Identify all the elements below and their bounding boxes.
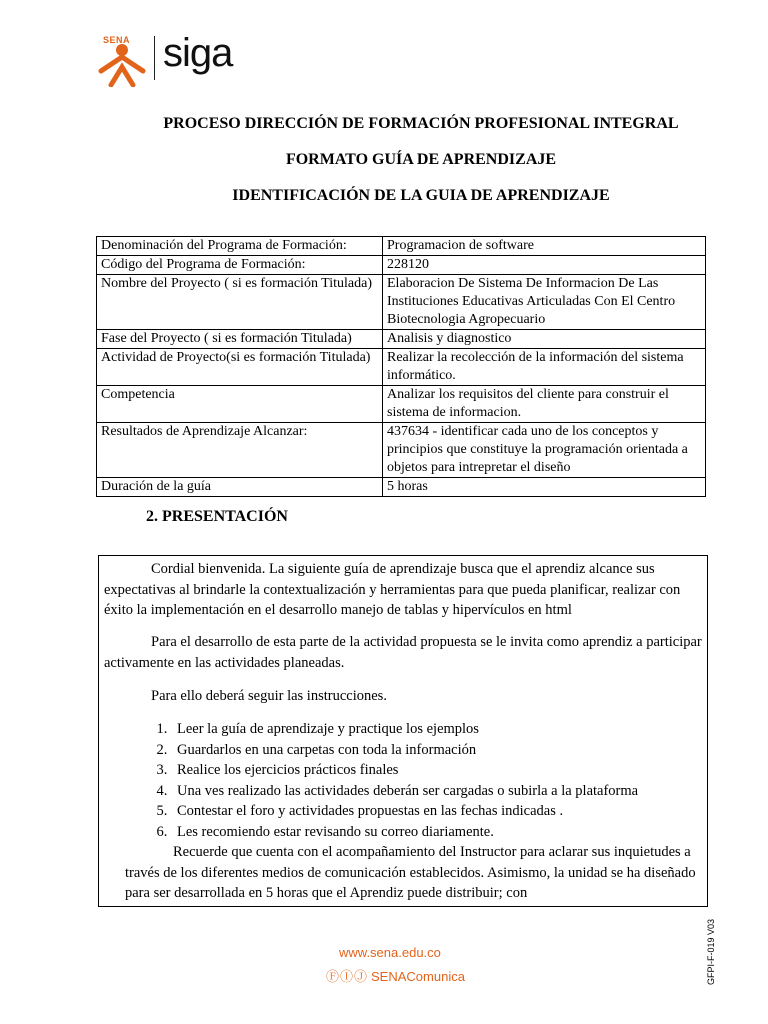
table-row <box>97 478 706 497</box>
identification-table <box>96 236 706 497</box>
row-label: Fase del Proyecto ( si es formación Titulada) <box>97 330 383 349</box>
row-value: Realizar la recolección de la información del sistema informático. <box>383 349 706 386</box>
logo-divider <box>154 36 155 80</box>
list-item: 1. Leer la guía de aprendizaje y practique los ejemplos <box>171 719 638 740</box>
footer-social <box>326 966 465 985</box>
table-row <box>97 330 706 349</box>
document-code: GFPI-F-019 V03 <box>706 918 716 985</box>
list-item: 5. Contestar el foro y actividades propuestas en las fechas indicadas . <box>171 801 638 822</box>
row-label: Actividad de Proyecto(si es formación Titulada) <box>97 349 383 386</box>
row-label: Competencia <box>97 386 383 423</box>
row-value: Analisis y diagnostico <box>383 330 706 349</box>
row-label: Código del Programa de Formación: <box>97 256 383 275</box>
paragraph-support: Recuerde que cuenta con el acompañamiento del Instructor para aclarar sus inquietudes a través de los diferentes medios de comunicación establecidos. Asimismo, la unidad se ha diseñado para ser desarrollada en 5 horas que el Aprendiz puede distribuir; con <box>125 844 696 901</box>
row-value: Programacion de software <box>383 237 706 256</box>
paragraph-participation: Para el desarrollo de esta parte de la actividad propuesta se le invita como aprendiz a participar activamente en las actividades planeadas. <box>104 634 702 671</box>
list-item: 2. Guardarlos en una carpetas con toda la información <box>171 740 638 761</box>
table-row <box>97 349 706 386</box>
paragraph-welcome: Cordial bienvenida. La siguiente guía de aprendizaje busca que el aprendiz alcance sus expectativas al brindarle la contextualización y herramientas para que pueda planificar, realizar con éxito la implementación en el desarrollo manejo de tablas y hipervículos en html <box>104 561 681 618</box>
row-value: 5 horas <box>383 478 706 497</box>
social-handle: SENAComunica <box>371 969 465 984</box>
table-row <box>97 423 706 478</box>
list-item: 4. Una ves realizado las actividades deberán ser cargadas o subirla a la plataforma <box>171 781 638 802</box>
row-value: Analizar los requisitos del cliente para construir el sistema de informacion. <box>383 386 706 423</box>
sena-siga-logo <box>97 31 257 87</box>
list-item: 3. Realice los ejercicios prácticos finales <box>171 760 638 781</box>
footer-url-link[interactable]: www.sena.edu.co <box>339 945 441 960</box>
row-value: 228120 <box>383 256 706 275</box>
social-media-icons[interactable]: ⒻⒾⒿ <box>326 969 369 984</box>
section-title-presentation: 2. PRESENTACIÓN <box>146 508 288 525</box>
list-item: 6. Les recomiendo estar revisando su correo diariamente. <box>171 822 638 843</box>
row-value: Elaboracion De Sistema De Informacion De Las Instituciones Educativas Articuladas Con El Centro Biotecnologia Agropecuario <box>383 275 706 330</box>
table-row <box>97 275 706 330</box>
table-row <box>97 237 706 256</box>
row-value: 437634 - identificar cada uno de los conceptos y principios que constituye la programación orientada a objetos para intrepretar el diseño <box>383 423 706 478</box>
paragraph-instructions: Para ello deberá seguir las instrucciones. <box>151 688 387 704</box>
presentation-box <box>98 555 708 907</box>
sena-logo-text: SENA <box>103 35 131 45</box>
row-label: Denominación del Programa de Formación: <box>97 237 383 256</box>
title-format: FORMATO GUÍA DE APRENDIZAJE <box>285 151 557 168</box>
row-label: Nombre del Proyecto ( si es formación Titulada) <box>97 275 383 330</box>
title-identification: IDENTIFICACIÓN DE LA GUIA DE APRENDIZAJE <box>232 187 610 204</box>
row-label: Resultados de Aprendizaje Alcanzar: <box>97 423 383 478</box>
instruction-list <box>149 719 638 842</box>
table-row <box>97 256 706 275</box>
row-label: Duración de la guía <box>97 478 383 497</box>
title-process: PROCESO DIRECCIÓN DE FORMACIÓN PROFESIONAL INTEGRAL <box>163 115 679 132</box>
siga-logo-text: siga <box>163 31 233 75</box>
table-row <box>97 386 706 423</box>
